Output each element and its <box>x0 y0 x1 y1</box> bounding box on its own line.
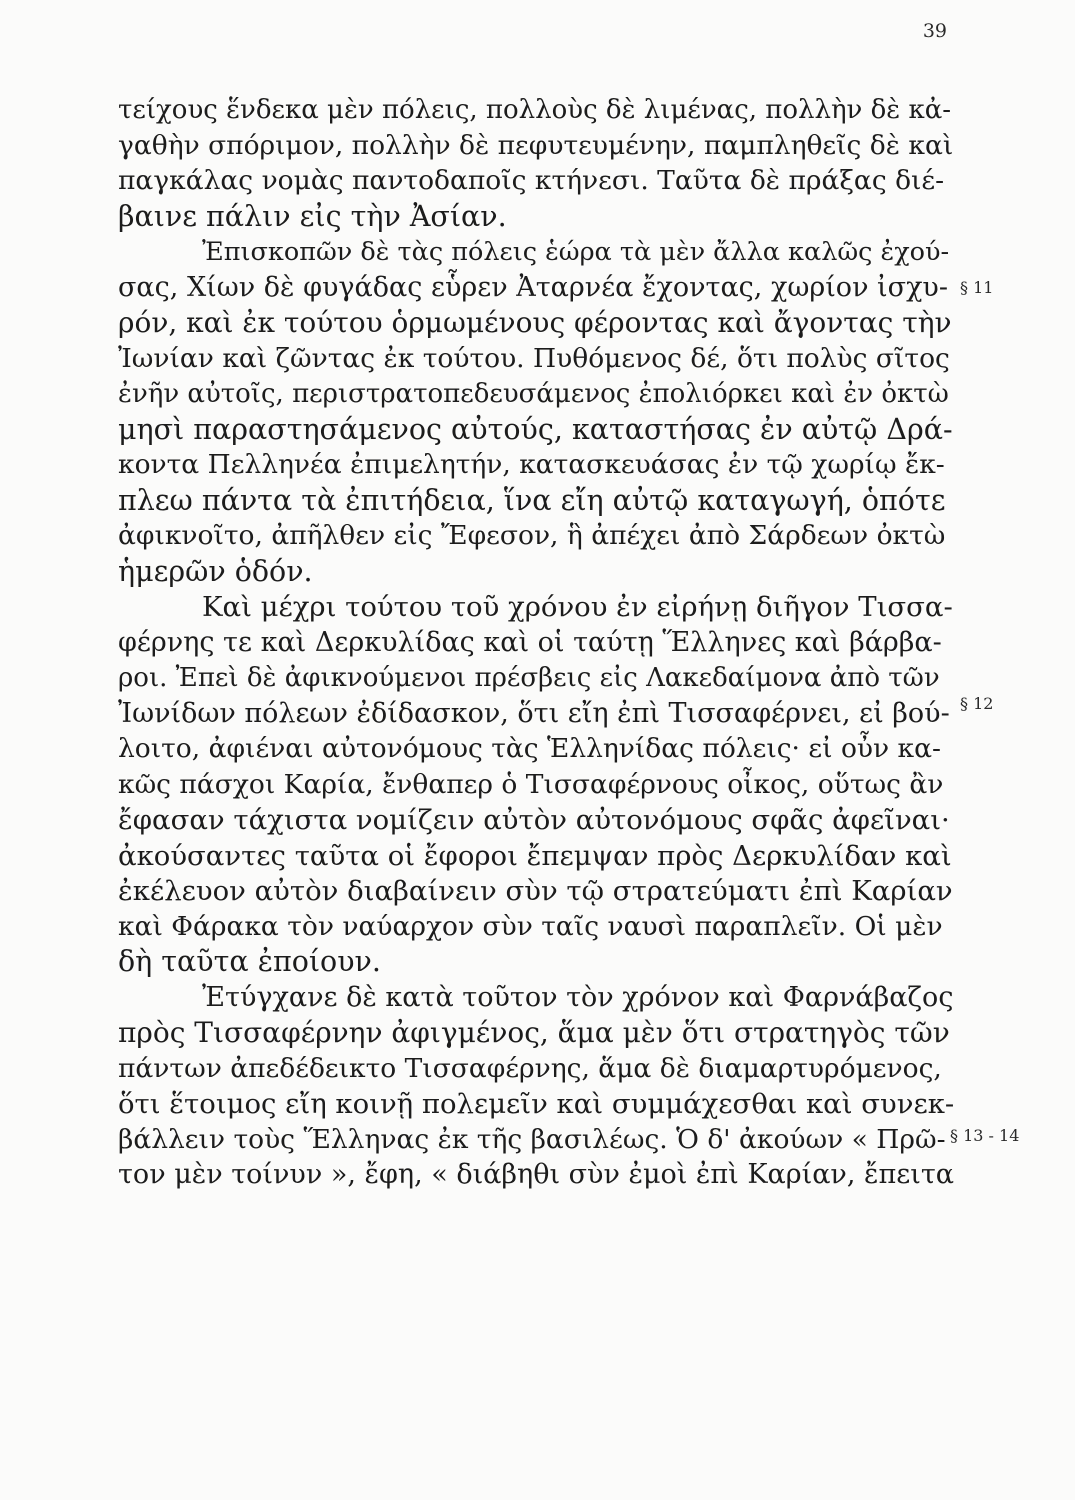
text-line: τείχους ἕνδεκα μὲν πόλεις, πολλοὺς δὲ λιμένας, πολλὴν δὲ κἀ- <box>118 95 952 125</box>
text-line: καὶ Φάρακα τὸν ναύαρχον σὺν ταῖς ναυσὶ παραπλεῖν. Οἱ μὲν <box>118 910 943 942</box>
section-marker-13-14: § 13 - 14 <box>950 1126 1020 1145</box>
text-line: Ἰωνίαν καὶ ζῶντας ἐκ τούτου. Πυθόμενος δέ, ὅτι πολὺς σῖτος <box>118 342 950 374</box>
section-marker-12: § 12 <box>960 694 994 713</box>
text-line: ἡμερῶν ὁδόν. <box>118 554 313 588</box>
text-line: λοιτο, ἀφιέναι αὐτονόμους τὰς Ἑλληνίδας πόλεις· εἰ οὖν κα- <box>118 733 941 764</box>
text-line: κοντα Πελληνέα ἐπιμελητήν, κατασκευάσας ἐν τῷ χωρίῳ ἔκ- <box>118 449 945 480</box>
text-line: τον μὲν τοίνυν », ἔφη, « διάβηθι σὺν ἐμοὶ ἐπὶ Καρίαν, ἔπειτα <box>118 1159 954 1190</box>
text-line: ἐκέλευον αὐτὸν διαβαίνειν σὺν τῷ στρατεύματι ἐπὶ Καρίαν <box>118 875 953 907</box>
text-line: βάλλειν τοὺς Ἕλληνας ἐκ τῆς βασιλέως. Ὁ δ' ἀκούων « Πρῶ- <box>118 1123 946 1155</box>
text-line: ἀφικνοῖτο, ἀπῆλθεν εἰς Ἔφεσον, ἣ ἀπέχει ἀπὸ Σάρδεων ὀκτὼ <box>118 520 946 551</box>
text-line: γαθὴν σπόριμον, πολλὴν δὲ πεφυτευμένην, παμπληθεῖς δὲ καὶ <box>118 129 954 161</box>
text-line: πλεω πάντα τὰ ἐπιτήδεια, ἵνα εἴη αὐτῷ καταγωγή, ὁπότε <box>118 483 946 517</box>
text-line: Ἰωνίδων πόλεων ἐδίδασκον, ὅτι εἴη ἐπὶ Τισσαφέρνει, εἰ βού- <box>118 697 950 729</box>
text-line: δὴ ταῦτα ἐποίουν. <box>118 945 381 978</box>
text-line: κῶς πάσχοι Καρία, ἔνθαπερ ὁ Τισσαφέρνους οἶκος, οὕτως ἂν <box>118 768 944 800</box>
text-line: παγκάλας νομὰς παντοδαποῖς κτήνεσι. Ταῦτα δὲ πράξας διέ- <box>118 165 945 196</box>
section-marker-11: § 11 <box>960 278 994 297</box>
text-line: ἔφασαν τάχιστα νομίζειν αὐτὸν αὐτονόμους σφᾶς ἀφεῖναι· <box>118 804 950 836</box>
text-line: ὅτι ἕτοιμος εἴη κοινῇ πολεμεῖν καὶ συμμάχεσθαι καὶ συνεκ- <box>118 1088 955 1120</box>
paragraph-start-line: Ἐτύγχανε δὲ κατὰ τοῦτον τὸν χρόνον καὶ Φαρνάβαζος <box>202 981 954 1013</box>
text-line: πρὸς Τισσαφέρνην ἀφιγμένος, ἅμα μὲν ὅτι στρατηγὸς τῶν <box>118 1016 950 1049</box>
text-line: φέρνης τε καὶ Δερκυλίδας καὶ οἱ ταύτῃ Ἕλληνες καὶ βάρβα- <box>118 626 942 658</box>
text-line: ἀκούσαντες ταῦτα οἱ ἔφοροι ἔπεμψαν πρὸς Δερκυλίδαν καὶ <box>118 839 952 872</box>
text-line: ρόν, καὶ ἐκ τούτου ὁρμωμένους φέροντας καὶ ἄγοντας τὴν <box>118 306 952 339</box>
text-line: ἐνῆν αὐτοῖς, περιστρατοπεδευσάμενος ἐπολιόρκει καὶ ἐν ὀκτὼ <box>118 379 949 409</box>
paragraph-start-line: Ἐπισκοπῶν δὲ τὰς πόλεις ἑώρα τὰ μὲν ἄλλα καλῶς ἐχού- <box>202 237 950 267</box>
text-line: μησὶ παραστησάμενος αὐτούς, καταστήσας ἐν αὐτῷ Δρά- <box>118 412 953 446</box>
text-line: ροι. Ἐπεὶ δὲ ἀφικνούμενοι πρέσβεις εἰς Λακεδαίμονα ἀπὸ τῶν <box>118 663 940 693</box>
page-number: 39 <box>922 20 947 42</box>
text-line: βαινε πάλιν εἰς τὴν Ἀσίαν. <box>118 199 507 233</box>
paragraph-start-line: Καὶ μέχρι τούτου τοῦ χρόνου ἐν εἰρήνῃ διῆγον Τισσα- <box>202 591 953 623</box>
text-line: πάντων ἀπεδέδεικτο Τισσαφέρνης, ἅμα δὲ διαμαρτυρόμενος, <box>118 1052 942 1084</box>
text-line: σας, Χίων δὲ φυγάδας εὗρεν Ἀταρνέα ἔχοντας, χωρίον ἰσχυ- <box>118 271 948 303</box>
